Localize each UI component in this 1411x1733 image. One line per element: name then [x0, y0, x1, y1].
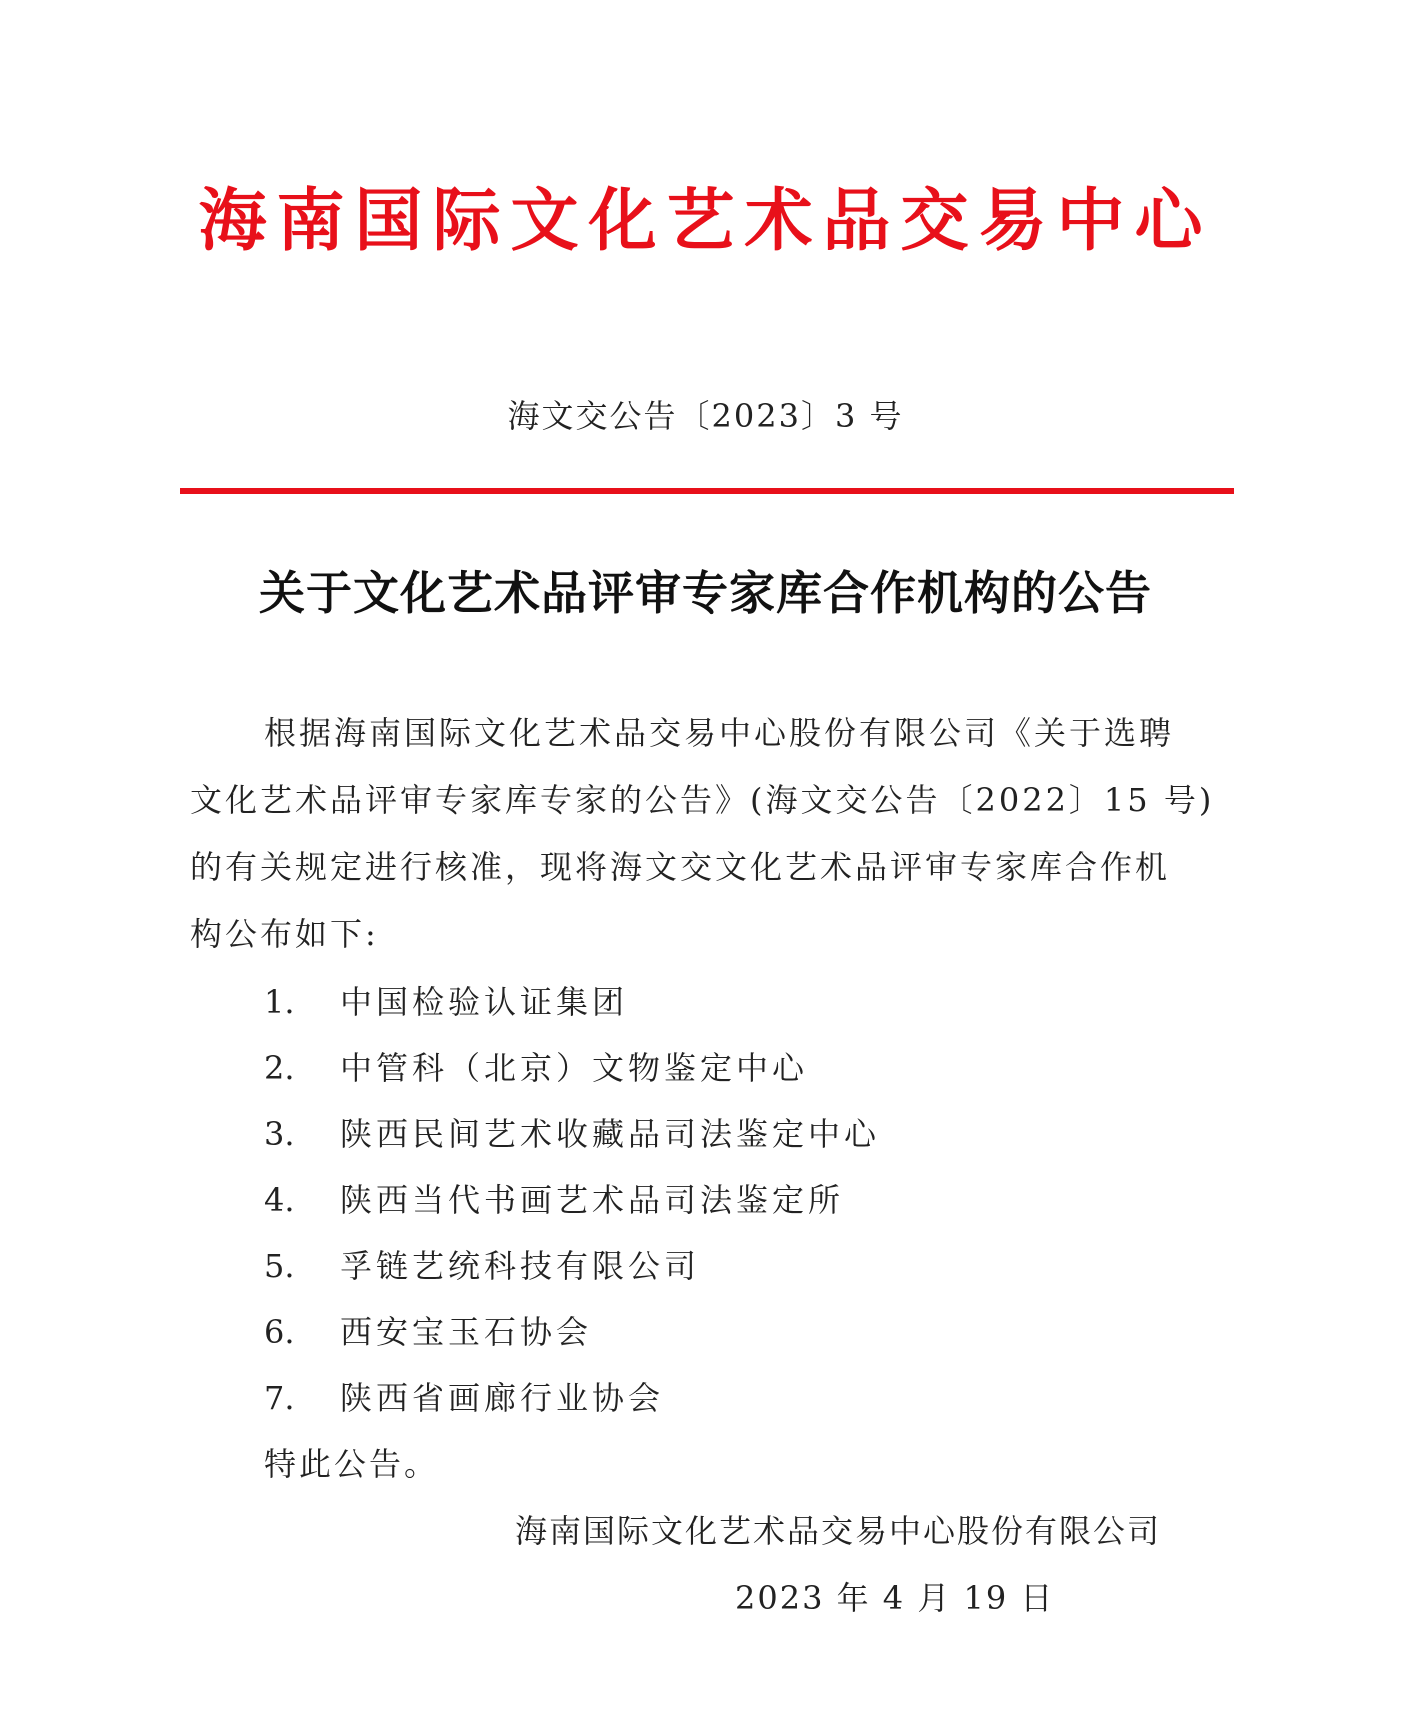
body-line-4: 构公布如下:	[190, 915, 379, 953]
list-item-number: 4.	[264, 1181, 295, 1219]
list-item: 中管科（北京）文物鉴定中心	[340, 1049, 809, 1087]
list-item-number: 1.	[264, 983, 295, 1021]
list-item: 西安宝玉石协会	[340, 1313, 593, 1351]
list-item-number: 6.	[264, 1313, 295, 1351]
document-number: 海文交公告〔2023〕3 号	[507, 397, 904, 435]
body-line-2: 文化艺术品评审专家库专家的公告》(海文交公告〔2022〕15 号)	[190, 781, 1215, 819]
document-title: 关于文化艺术品评审专家库合作机构的公告	[259, 566, 1152, 620]
list-item: 陕西民间艺术收藏品司法鉴定中心	[340, 1115, 881, 1153]
list-item-number: 5.	[264, 1247, 295, 1285]
body-line-3: 的有关规定进行核准，现将海文交文化艺术品评审专家库合作机	[190, 848, 1171, 886]
list-item-number: 3.	[264, 1115, 295, 1153]
list-item: 孚链艺统科技有限公司	[340, 1247, 701, 1285]
organization-header: 海南国际文化艺术品交易中心	[198, 182, 1213, 261]
list-item: 陕西省画廊行业协会	[340, 1379, 665, 1417]
signature-date: 2023 年 4 月 19 日	[735, 1579, 1055, 1617]
closing-text: 特此公告。	[264, 1445, 440, 1483]
list-item-number: 7.	[264, 1379, 295, 1417]
red-divider	[180, 488, 1234, 494]
body-line-1: 根据海南国际文化艺术品交易中心股份有限公司《关于选聘	[264, 714, 1175, 752]
list-item: 中国检验认证集团	[340, 983, 629, 1021]
list-item-number: 2.	[264, 1049, 295, 1087]
signature-company: 海南国际文化艺术品交易中心股份有限公司	[515, 1512, 1162, 1550]
list-item: 陕西当代书画艺术品司法鉴定所	[340, 1181, 845, 1219]
